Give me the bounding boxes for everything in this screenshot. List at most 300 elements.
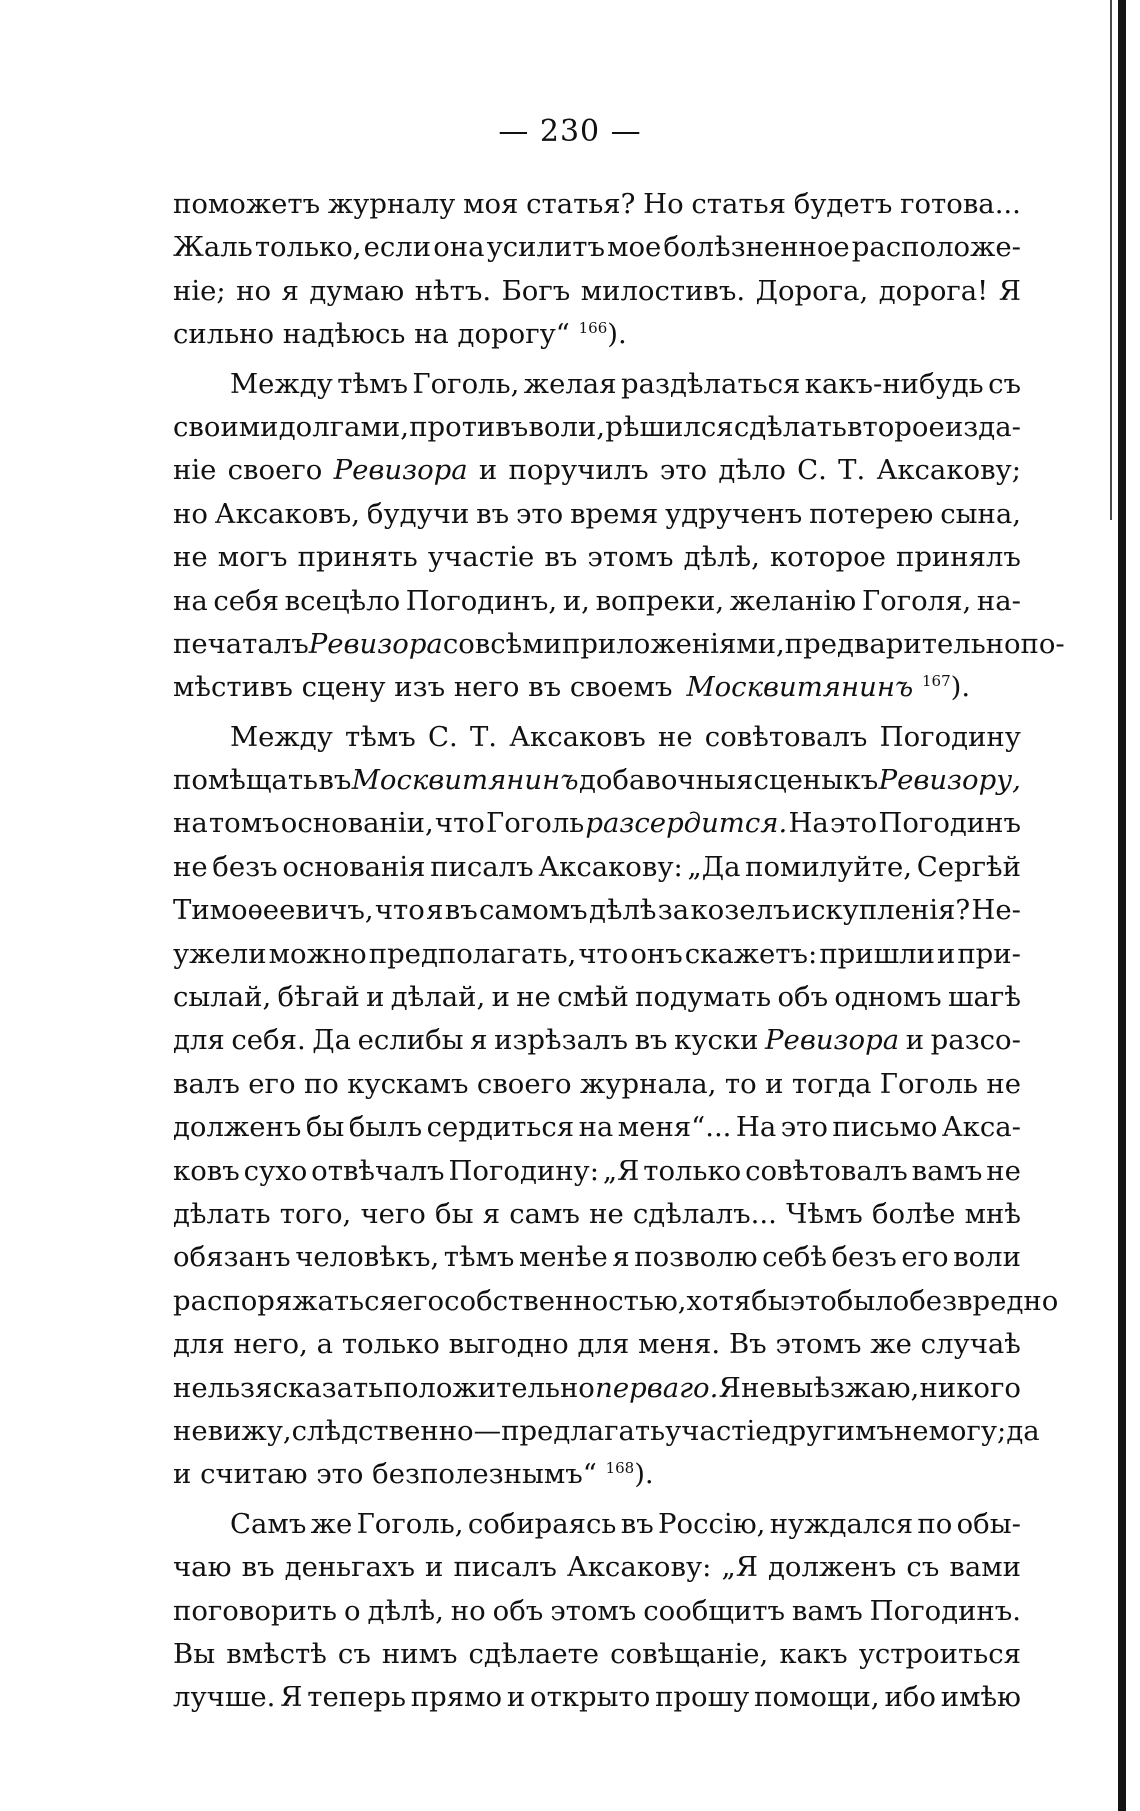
- word: сообщитъ: [643, 1594, 785, 1627]
- word: Гоголь: [879, 1067, 978, 1100]
- word: На: [735, 1111, 777, 1144]
- paragraph-start-line: [173, 1503, 1021, 1546]
- word: Гоголь,: [356, 1507, 464, 1540]
- text-line: [173, 846, 1021, 889]
- word: пришли: [819, 937, 935, 970]
- word: отвѣчалъ: [311, 1154, 445, 1187]
- word: Т.: [469, 720, 498, 753]
- word: менѣе: [518, 1241, 608, 1274]
- word: поможетъ: [173, 188, 321, 220]
- word: хотя: [686, 1284, 752, 1317]
- word: совѣтовалъ: [704, 720, 868, 753]
- word: куски: [674, 1024, 759, 1057]
- word: собственностью,: [444, 1284, 687, 1317]
- text-segment: мѣстивъ сцену изъ него въ своемъ: [173, 671, 673, 704]
- word: Погодинъ.: [869, 1594, 1021, 1627]
- word: Аксакову:: [566, 1551, 712, 1584]
- word: по-: [1020, 627, 1065, 660]
- word: себѣ: [762, 1241, 827, 1274]
- word: не: [173, 1414, 208, 1447]
- word: при-: [957, 937, 1021, 970]
- text-line: [173, 270, 1021, 313]
- word: принять: [297, 541, 418, 574]
- word: Я: [998, 274, 1021, 307]
- word: мое: [607, 231, 662, 264]
- word: основанія: [282, 850, 426, 883]
- word: за: [657, 894, 690, 927]
- text-segment: ).: [607, 318, 627, 351]
- word: тѣмъ: [443, 1241, 515, 1274]
- word: него,: [233, 1328, 308, 1361]
- text-line: [173, 1150, 1021, 1193]
- word: смѣй: [557, 981, 629, 1014]
- word: изда-: [944, 410, 1021, 443]
- text-segment: сильно надѣюсь на дорогу“: [173, 318, 570, 351]
- word: добавочныя: [578, 764, 754, 797]
- italic-word: разсердится.: [585, 807, 788, 840]
- word: въ: [241, 1551, 275, 1584]
- word: печаталъ: [173, 627, 309, 660]
- word: распоряжаться: [173, 1284, 397, 1317]
- word: въ: [634, 1024, 668, 1057]
- word: не: [741, 1371, 776, 1404]
- paragraph-start-line: [173, 716, 1021, 759]
- word: своего: [227, 454, 323, 487]
- word: не: [657, 720, 693, 753]
- word: „Да: [687, 850, 741, 883]
- text-line: [173, 1323, 1021, 1366]
- text-line: [173, 1063, 1021, 1106]
- word: Погодинъ: [878, 807, 1021, 840]
- footnote-ref-167: 167: [922, 672, 951, 691]
- word: она: [433, 231, 485, 264]
- word: это: [659, 454, 708, 487]
- word: выѣзжаю,: [775, 1371, 920, 1404]
- word: объ: [492, 1594, 544, 1627]
- word: Между: [230, 367, 333, 400]
- word: совѣщаніе,: [610, 1637, 769, 1670]
- text-line: [173, 449, 1021, 492]
- word: и: [506, 1681, 526, 1714]
- word: противъ: [409, 410, 529, 443]
- word: дѣлѣ,: [683, 541, 760, 574]
- word: одномъ: [834, 981, 942, 1014]
- word: не: [173, 850, 208, 883]
- word: можно: [268, 937, 367, 970]
- word: желанію: [729, 584, 857, 617]
- word: нельзя: [173, 1371, 273, 1404]
- text-line: [173, 1367, 1021, 1410]
- word: я: [426, 894, 444, 927]
- italic-word: Москвитянинъ: [351, 764, 579, 797]
- text-line: [173, 1106, 1021, 1149]
- italic-word: Ревизора: [333, 454, 468, 487]
- text-line: [173, 976, 1021, 1019]
- word: имѣю: [940, 1681, 1021, 1714]
- word: помощи,: [754, 1681, 880, 1714]
- word: это: [789, 1284, 837, 1317]
- word: я: [281, 274, 299, 307]
- word: и: [905, 1024, 925, 1057]
- word: да: [1006, 1414, 1040, 1447]
- word: въ: [318, 764, 352, 797]
- word: другимъ: [771, 1414, 894, 1447]
- word: поговорить: [173, 1594, 338, 1627]
- word: ніе;: [173, 274, 226, 307]
- word: дѣлать: [173, 1197, 271, 1230]
- word: предполагать,: [368, 937, 577, 970]
- word: бы: [305, 1111, 345, 1144]
- word: этомъ: [587, 541, 674, 574]
- word: дѣлай,: [390, 981, 486, 1014]
- word: же: [310, 1507, 353, 1540]
- word: былъ: [348, 1111, 423, 1144]
- word: не: [986, 1154, 1021, 1187]
- word: Т.: [838, 454, 866, 487]
- word: того,: [279, 1197, 352, 1230]
- word: самъ: [509, 1197, 580, 1230]
- word: меня.: [638, 1328, 721, 1361]
- footnote-ref-166: 166: [578, 319, 608, 338]
- scan-edge-line: [1110, 0, 1112, 520]
- word: Аксакову:: [538, 850, 683, 883]
- word: сына,: [940, 497, 1021, 530]
- word: долженъ: [173, 1111, 302, 1144]
- text-line: [173, 1590, 1021, 1633]
- word: по: [303, 1067, 339, 1100]
- text-line: [173, 759, 1021, 802]
- italic-word: перваго.: [595, 1371, 719, 1404]
- word: Богъ: [501, 274, 571, 307]
- italic-title-moskvityanin: Москвитянинъ: [686, 671, 914, 704]
- word: помилуйте,: [745, 850, 912, 883]
- word: бы: [435, 1197, 474, 1230]
- word: для: [173, 1328, 225, 1361]
- text-line: [173, 802, 1021, 845]
- word: долженъ: [768, 1551, 897, 1584]
- word: Сергѣй: [916, 850, 1021, 883]
- word: Да: [312, 1024, 352, 1057]
- word: участіе: [665, 1414, 772, 1447]
- word: совѣтовалъ: [745, 1154, 908, 1187]
- body-text: [173, 183, 1065, 1720]
- word: самомъ: [479, 894, 588, 927]
- word: и,: [562, 584, 590, 617]
- text-line: [173, 666, 1021, 709]
- word: Тимоѳеевичъ,: [173, 894, 374, 927]
- word: съ: [337, 1637, 371, 1670]
- word: основаніи,: [280, 807, 434, 840]
- word: статья?: [526, 188, 636, 220]
- word: журналу: [327, 188, 456, 220]
- text-line: [173, 406, 1021, 449]
- text-segment: ).: [634, 1458, 654, 1491]
- text-line: [173, 1019, 1021, 1062]
- word: рѣшился: [605, 410, 734, 443]
- word: сдѣлать: [733, 410, 847, 443]
- text-line: [173, 1193, 1021, 1236]
- text-line: [173, 313, 1021, 356]
- word: Жаль: [173, 231, 253, 264]
- word: могъ: [217, 541, 288, 574]
- word: его: [901, 1241, 949, 1274]
- word: собираясь: [467, 1507, 617, 1540]
- word: на: [578, 1111, 614, 1144]
- word: открыто: [530, 1681, 651, 1714]
- word: и: [491, 981, 510, 1014]
- word: бѣгай: [277, 981, 360, 1014]
- word: его: [248, 1067, 296, 1100]
- word: Я: [280, 1681, 303, 1714]
- word: безъ: [831, 1241, 897, 1274]
- word: Самъ: [230, 1507, 307, 1540]
- word: съ: [906, 1551, 940, 1584]
- text-segment: ).: [950, 671, 971, 704]
- word: статья: [691, 188, 786, 220]
- word: положительно: [383, 1371, 595, 1404]
- word: для: [173, 1024, 225, 1057]
- word: никого: [919, 1371, 1021, 1404]
- word: въ: [444, 894, 478, 927]
- word: Погодинъ,: [405, 584, 558, 617]
- text-line: [173, 1676, 1021, 1719]
- word: какъ: [779, 1637, 848, 1670]
- word: вмѣстѣ: [226, 1637, 327, 1670]
- word: только: [643, 1154, 742, 1187]
- word: дѣлѣ,: [367, 1594, 444, 1627]
- word: теперь: [307, 1681, 406, 1714]
- word: деньгахъ: [284, 1551, 415, 1584]
- word: на-: [976, 584, 1021, 617]
- italic-word: Ревизора: [308, 627, 443, 660]
- word: безвредно: [909, 1284, 1059, 1317]
- word: но: [173, 497, 208, 530]
- word: это: [516, 497, 564, 530]
- word: писалъ: [430, 850, 534, 883]
- word: только: [341, 1328, 440, 1361]
- word: въ: [544, 541, 578, 574]
- word: и: [425, 1551, 444, 1584]
- word: по: [917, 1507, 953, 1540]
- word: своими: [173, 410, 279, 443]
- word: не: [516, 981, 551, 1014]
- word: Дорога,: [755, 274, 869, 307]
- italic-word: Ревизору,: [878, 764, 1021, 797]
- word: вопреки,: [595, 584, 725, 617]
- word: это: [780, 1111, 828, 1144]
- word: Гоголь,: [412, 367, 520, 400]
- word: устроиться: [858, 1637, 1021, 1670]
- word: ковъ: [173, 1154, 240, 1187]
- word: ніе: [173, 454, 217, 487]
- word: валъ: [173, 1067, 240, 1100]
- word: Погодину: [879, 720, 1021, 753]
- word: я: [612, 1241, 630, 1274]
- word: если: [363, 231, 432, 264]
- word: долгами,: [278, 410, 409, 443]
- word: его: [396, 1284, 445, 1317]
- word: онъ: [630, 937, 683, 970]
- word: сдѣлаете: [468, 1637, 600, 1670]
- text-segment: и считаю это безполезнымъ“: [173, 1458, 597, 1491]
- word: Акса-: [941, 1111, 1021, 1144]
- word: болѣзненное: [663, 231, 850, 264]
- word: скажетъ:: [684, 937, 818, 970]
- word: моя: [463, 188, 519, 220]
- word: томъ: [208, 807, 280, 840]
- word: Россію,: [658, 1507, 766, 1540]
- word: своего: [476, 1067, 572, 1100]
- word: въ: [476, 497, 510, 530]
- word: въ: [620, 1507, 654, 1540]
- word: было: [836, 1284, 910, 1317]
- word: тѣмъ: [337, 367, 408, 400]
- word: С.: [797, 454, 827, 487]
- word: время: [570, 497, 659, 530]
- word: „Я: [721, 1551, 758, 1584]
- word: это: [830, 807, 878, 840]
- word: со: [442, 627, 475, 660]
- word: вами: [949, 1551, 1021, 1584]
- word: сылай,: [173, 981, 272, 1014]
- word: участіе: [427, 541, 535, 574]
- text-line: [173, 183, 1021, 226]
- word: раздѣлаться: [621, 367, 801, 400]
- word: шагѣ: [947, 981, 1021, 1014]
- word: искупленія?: [791, 894, 971, 927]
- word: вижу,: [207, 1414, 292, 1447]
- word: расположе-: [851, 231, 1021, 264]
- word: Не-: [971, 894, 1021, 927]
- word: я: [482, 1197, 501, 1230]
- word: еслибы: [357, 1024, 464, 1057]
- word: вамъ: [791, 1594, 863, 1627]
- word: и: [478, 454, 498, 487]
- word: нуждался: [769, 1507, 914, 1540]
- word: сухо: [243, 1154, 308, 1187]
- word: себя: [213, 584, 279, 617]
- word: С.: [427, 720, 458, 753]
- word: случаѣ: [920, 1328, 1021, 1361]
- word: не: [893, 1414, 929, 1447]
- word: всѣми: [474, 627, 562, 660]
- word: прямо: [410, 1681, 503, 1714]
- word: разсо-: [930, 1024, 1021, 1057]
- word: безъ: [212, 850, 278, 883]
- text-line: [173, 226, 1021, 269]
- text-line: [173, 623, 1065, 666]
- word: второе: [847, 410, 945, 443]
- word: что: [374, 894, 425, 927]
- word: Вы: [173, 1637, 216, 1670]
- text-line: [173, 580, 1021, 623]
- word: изрѣзалъ: [494, 1024, 628, 1057]
- word: этомъ: [550, 1594, 637, 1627]
- word: будетъ: [793, 188, 893, 220]
- scan-edge-border: [1118, 0, 1126, 1811]
- word: же: [870, 1328, 912, 1361]
- text-line: [173, 536, 1021, 579]
- word: тогда: [791, 1067, 872, 1100]
- word: нѣтъ.: [414, 274, 492, 307]
- word: съ: [988, 367, 1021, 400]
- word: желая: [523, 367, 617, 400]
- word: готова...: [900, 188, 1021, 220]
- word: что: [434, 807, 485, 840]
- word: позволю: [634, 1241, 758, 1274]
- word: какъ-нибудь: [804, 367, 984, 400]
- word: этомъ: [775, 1328, 862, 1361]
- word: болѣе: [872, 1197, 956, 1230]
- word: мнѣ: [964, 1197, 1021, 1230]
- word: но: [236, 274, 272, 307]
- word: Гоголь: [486, 807, 585, 840]
- word: обы-: [956, 1507, 1021, 1540]
- page-number: — 230 —: [498, 114, 642, 149]
- word: потерею: [809, 497, 934, 530]
- word: человѣкъ,: [295, 1241, 440, 1274]
- word: Между: [230, 720, 333, 753]
- word: на: [173, 807, 208, 840]
- text-line: [173, 1453, 1021, 1496]
- word: думаю: [309, 274, 405, 307]
- word: „Я: [602, 1154, 640, 1187]
- text-line-content: [173, 1453, 654, 1496]
- word: подумать: [635, 981, 772, 1014]
- word: ибо: [884, 1681, 936, 1714]
- italic-word: Ревизора: [765, 1024, 900, 1057]
- text-line: [173, 1236, 1021, 1279]
- word: тѣмъ: [345, 720, 416, 753]
- word: только,: [254, 231, 362, 264]
- footnote-ref-168: 168: [605, 1459, 635, 1478]
- word: сцены: [753, 764, 844, 797]
- word: нимъ: [381, 1637, 458, 1670]
- word: сдѣлалъ...: [632, 1197, 777, 1230]
- text-line: [173, 1410, 1040, 1453]
- word: сердиться: [426, 1111, 575, 1144]
- word: которое: [769, 541, 886, 574]
- word: прошу: [655, 1681, 750, 1714]
- word: я: [470, 1024, 488, 1057]
- text-line: [173, 889, 1021, 932]
- word: Погодину:: [448, 1154, 599, 1187]
- text-line: [173, 493, 1021, 536]
- text-line: [173, 1280, 1059, 1323]
- word: На: [788, 807, 829, 840]
- word: Аксаковъ,: [214, 497, 361, 530]
- word: для: [577, 1328, 630, 1361]
- word: не: [986, 1067, 1021, 1100]
- word: Но: [643, 188, 684, 220]
- word: но: [450, 1594, 486, 1627]
- word: объ: [777, 981, 829, 1014]
- word: выгодно: [448, 1328, 569, 1361]
- word: вамъ: [911, 1154, 983, 1187]
- word: Гоголя,: [861, 584, 972, 617]
- word: дѣло: [718, 454, 786, 487]
- word: Я: [718, 1371, 741, 1404]
- word: къ: [843, 764, 879, 797]
- word: могу;: [928, 1414, 1007, 1447]
- text-line: [173, 1546, 1021, 1589]
- word: на: [173, 584, 208, 617]
- word: дорога!: [878, 274, 989, 307]
- word: воли,: [528, 410, 606, 443]
- word: чаю: [173, 1551, 232, 1584]
- word: чего: [360, 1197, 426, 1230]
- paragraph-start-line: [173, 363, 1021, 406]
